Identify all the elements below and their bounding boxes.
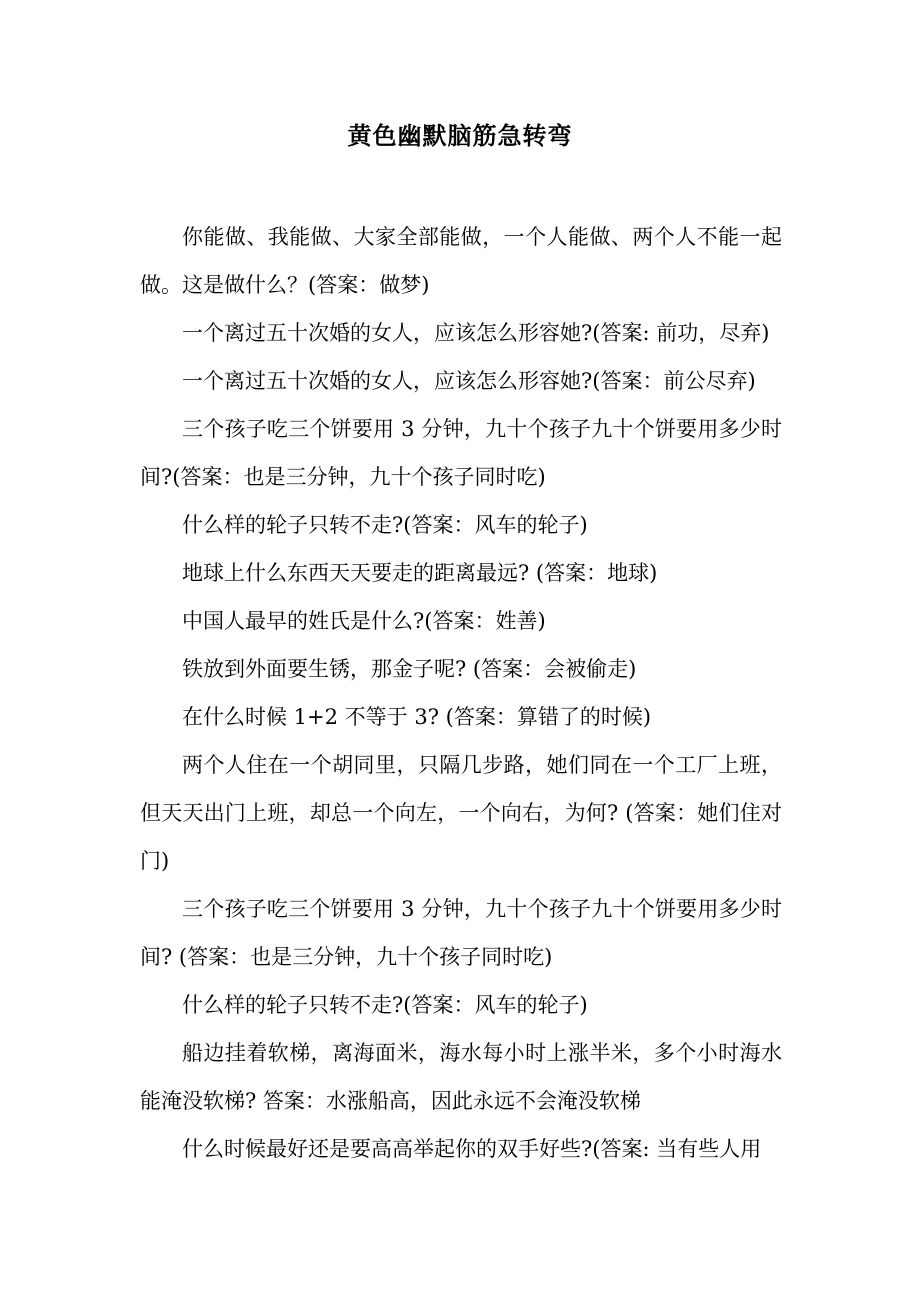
paragraph: 你能做、我能做、大家全部能做，一个人能做、两个人不能一起做。这是做什么？(答案：做梦): [140, 225, 782, 297]
paragraph: 船边挂着软梯，离海面米，海水每小时上涨半米，多个小时海水能淹没软梯? 答案：水涨船高，因此永远不会淹没软梯: [140, 1041, 782, 1113]
paragraph: 什么样的轮子只转不走?(答案：风车的轮子): [182, 513, 588, 537]
paragraph: 一个离过五十次婚的女人，应该怎么形容她?(答案: 前功，尽弃): [182, 321, 770, 345]
paragraph: 地球上什么东西天天要走的距离最远? (答案：地球): [182, 561, 658, 585]
paragraph: 两个人住在一个胡同里，只隔几步路，她们同在一个工厂上班，但天天出门上班，却总一个向左，一个向右，为何? (答案：她们住对门): [140, 753, 782, 873]
paragraph: 在什么时候 1+2 不等于 3? (答案：算错了的时候): [182, 705, 652, 729]
paragraph: 什么时候最好还是要高高举起你的双手好些?(答案: 当有些人用: [182, 1137, 762, 1161]
document-title: 黄色幽默脑筋急转弯: [347, 121, 573, 150]
paragraph: 铁放到外面要生锈，那金子呢? (答案：会被偷走): [182, 657, 637, 681]
paragraph: 什么样的轮子只转不走?(答案：风车的轮子): [182, 993, 588, 1017]
document-body: [140, 213, 782, 1173]
paragraph: 中国人最早的姓氏是什么?(答案：姓善): [182, 609, 546, 633]
paragraph: 一个离过五十次婚的女人，应该怎么形容她?(答案：前公尽弃): [182, 369, 756, 393]
paragraph: 三个孩子吃三个饼要用 3 分钟，九十个孩子九十个饼要用多少时间?(答案：也是三分钟，九十个孩子同时吃): [140, 417, 782, 489]
paragraph: 三个孩子吃三个饼要用 3 分钟，九十个孩子九十个饼要用多少时间? (答案：也是三分钟，九十个孩子同时吃): [140, 897, 782, 969]
